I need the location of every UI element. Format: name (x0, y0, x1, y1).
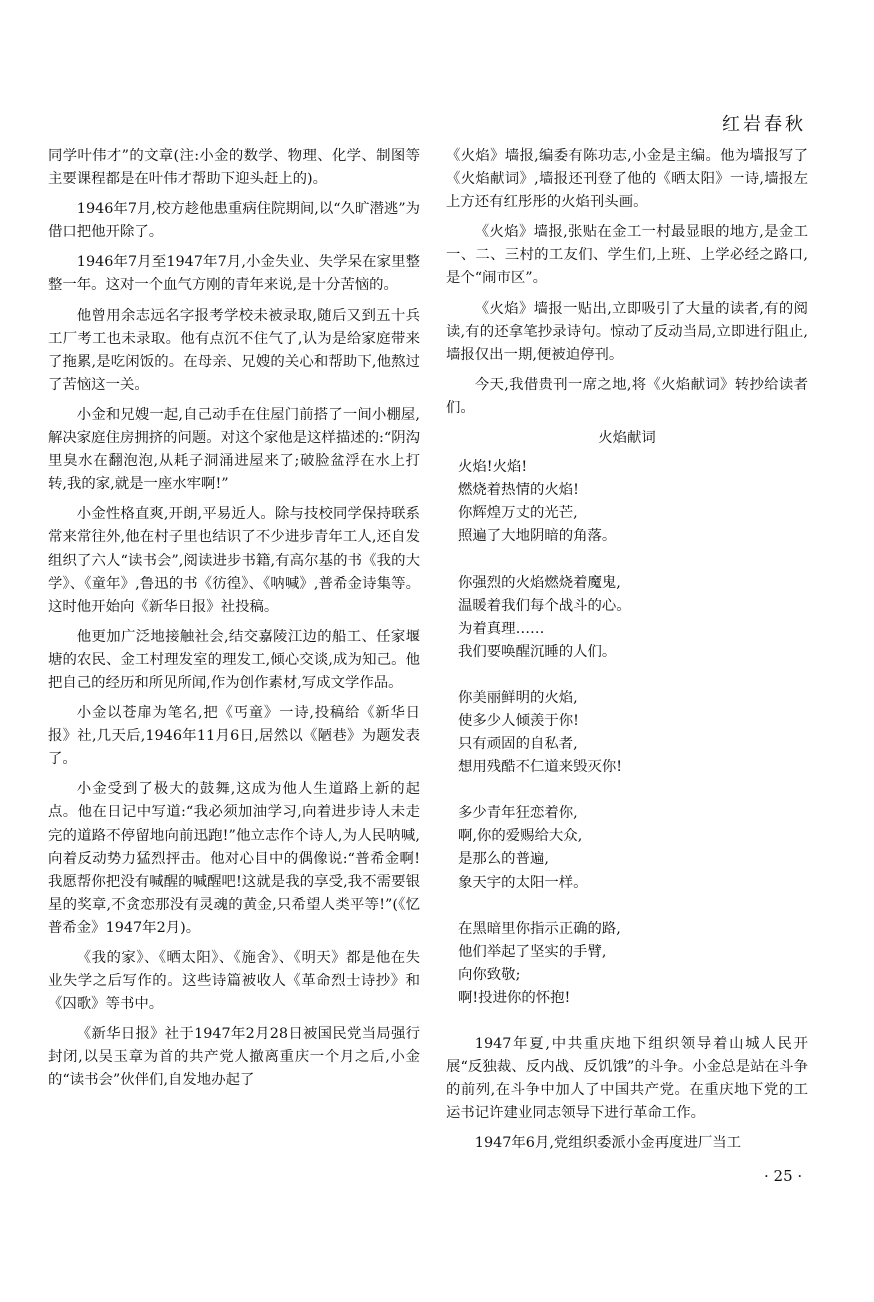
paragraph: 《我的家》、《晒太阳》、《施舍》、《明天》都是他在失业失学之后写作的。这些诗篇被收人《革命烈士诗抄》和《囚歌》等书中。 (48, 950, 420, 1013)
paragraph: 1947年6月,党组织委派小金再度进厂当工 (474, 1135, 742, 1152)
poem-line: 想用残酷不仁道来毁灭你! (458, 759, 623, 776)
poem-line: 象天宇的太阳一样。 (458, 874, 588, 891)
poem-line: 他们举起了坚实的手臂, (458, 943, 607, 960)
paragraph: 1946年7月,校方趁他患重病住院期间,以“久旷潜逃”为借口把他开除了。 (48, 201, 420, 241)
poem-line: 向你致敬; (458, 966, 521, 983)
paragraph: 今天,我借贵刊一席之地,将《火焰献词》转抄给读者们。 (446, 376, 808, 416)
paragraph: 他曾用余志远名字报考学校未被录取,随后又到五十兵工厂考工也未录取。他有点沉不住气了,认为是给家庭带来了拖累,是吃闲饭的。在母亲、兄嫂的关心和帮助下,他熬过了苦恼这一关。 (48, 307, 420, 393)
poem-stanza (458, 572, 808, 664)
paragraph: 《新华日报》社于1947年2月28日被国民党当局强行封闭,以吴玉章为首的共产党人撤离重庆一个月之后,小金的“读书会”伙伴们,自发地办起了 (48, 1026, 420, 1089)
poem-line: 我们要唤醒沉睡的人们。 (458, 643, 617, 660)
poem-line: 是那么的普遍, (458, 851, 549, 868)
section-title: 红岩春秋 (722, 114, 806, 135)
poem-stanza (458, 687, 808, 779)
paragraph: 《火焰》墙报,编委有陈功志,小金是主编。他为墙报写了《火焰献词》,墙报还刊登了他的《晒太阳》一诗,墙报左上方还有红彤彤的火焰刊头画。 (446, 148, 808, 211)
right-column (446, 145, 808, 1162)
left-column (48, 145, 420, 1100)
poem-stanza (458, 918, 808, 1010)
poem-line: 为着真理…… (458, 620, 545, 637)
paragraph: 《火焰》墙报,张贴在金工一村最显眼的地方,是金工一、二、三村的工友们、学生们,上班、上学必经之路口,是个“闹市区”。 (446, 224, 808, 287)
paragraph: 他更加广泛地接触社会,结交嘉陵江边的船工、任家堰塘的农民、金工村理发室的理发工,倾心交谈,成为知己。他把自己的经历和所见所闻,作为创作素材,写成文学作品。 (48, 628, 420, 691)
poem-line: 啊,你的爱赐给大众, (458, 828, 583, 845)
paragraph: 1947年夏,中共重庆地下组织领导着山城人民开展“反独裁、反内战、反饥饿”的斗争。小金总是站在斗争的前列,在斗争中加人了中国共产党。在重庆地下党的工运书记许建业同志领导下进行革命工作。 (446, 1036, 808, 1122)
poem (458, 456, 808, 1010)
paragraph: 1946年7月至1947年7月,小金失业、失学呆在家里整整一年。这对一个血气方刚的青年来说,是十分苦恼的。 (48, 254, 420, 294)
poem-line: 火焰!火焰! (458, 459, 528, 476)
poem-line: 多少青年狂恋着你, (458, 805, 578, 822)
paragraph: 小金性格直爽,开朗,平易近人。除与技校同学保持联系常来常往外,他在村子里也结识了不少进步青年工人,还自发组织了六人“读书会”,阅读进步书籍,有高尔基的书《我的大学》、《童年》,鲁迅的书《彷徨》、《呐喊》,普希金诗集等。这时他开始向《新华日报》社投稿。 (48, 506, 420, 615)
poem-line: 照遍了大地阴暗的角落。 (458, 528, 617, 545)
poem-stanza (458, 802, 808, 894)
paragraph: 小金受到了极大的鼓舞,这成为他人生道路上新的起点。他在日记中写道:“我必须加油学习,向着进步诗人未走完的道路不停留地向前迅跑!”他立志作个诗人,为人民呐喊,向着反动势力猛烈抨击。他对心目中的偶像说:“普希金啊!我愿帮你把没有喊醒的喊醒吧!这就是我的享受,我不需要银星的奖章,不贪恋那没有灵魂的黄金,只希望人类平等!”(《忆普希金》1947年2月)。 (48, 781, 420, 936)
poem-line: 你强烈的火焰燃烧着魔鬼, (458, 574, 621, 591)
poem-stanza (458, 456, 808, 548)
poem-line: 温暖着我们每个战斗的心。 (458, 597, 631, 614)
poem-line: 使多少人倾羡于你! (458, 712, 579, 729)
paragraph: 小金和兄嫂一起,自己动手在住屋门前搭了一间小棚屋,解决家庭住房拥挤的问题。对这个家他是这样描述的:“阴沟里臭水在翻泡泡,从耗子洞涌进屋来了;破脸盆浮在水上打转,我的家,就是一座水牢啊!” (48, 406, 420, 493)
poem-line: 你美丽鲜明的火焰, (458, 689, 578, 706)
poem-line: 你辉煌万丈的光芒, (458, 505, 578, 522)
page-number: · 25 · (764, 1167, 803, 1185)
poem-line: 在黑暗里你指示正确的路, (458, 920, 621, 937)
poem-line: 啊!投进你的怀抱! (458, 989, 571, 1006)
paragraph: 同学叶伟才”的文章(注:小金的数学、物理、化学、制图等主要课程都是在叶伟才帮助下迎头赶上的)。 (48, 148, 420, 188)
paragraph: 小金以苍扉为笔名,把《丐童》一诗,投稿给《新华日报》社,几天后,1946年11月6日,居然以《陋巷》为题发表了。 (48, 705, 420, 768)
poem-title: 火焰献词 (598, 430, 656, 447)
poem-line: 只有顽固的自私者, (458, 736, 578, 753)
paragraph: 《火焰》墙报一贴出,立即吸引了大量的读者,有的阅读,有的还拿笔抄录诗句。惊动了反动当局,立即进行阻止,墙报仅出一期,便被迫停刊。 (446, 300, 808, 363)
poem-line: 燃烧着热情的火焰! (458, 482, 579, 499)
